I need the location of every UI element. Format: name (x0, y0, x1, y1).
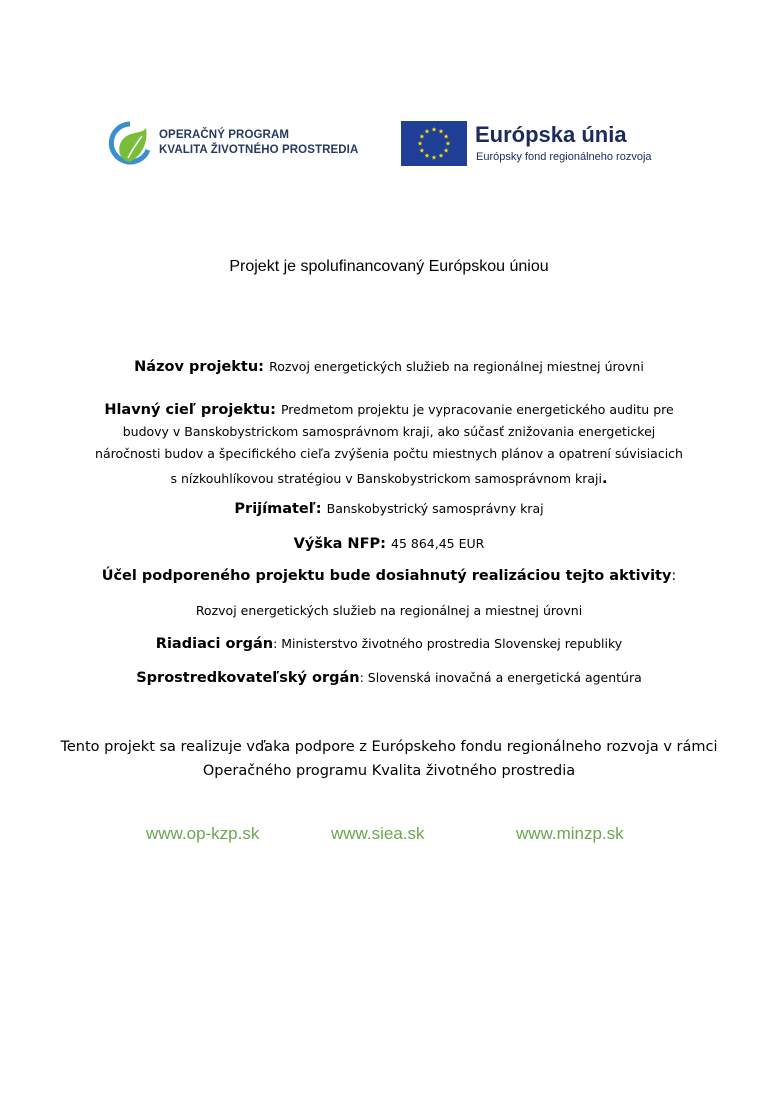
project-goal-line2: budovy v Banskobystrickom samosprávnom kraji, ako súčasť znižovania energetickej (122, 424, 656, 439)
project-goal-line3: náročnosti budov a špecifického cieľa zvýšenia počtu miestnych plánov a opatrení súvisiacich (95, 446, 683, 461)
intermediary-row (60, 667, 718, 686)
amount-value: 45 864,45 EUR (391, 536, 485, 551)
purpose-value-row (60, 600, 718, 619)
amount-row (60, 533, 718, 552)
op-kzp-logo (108, 120, 378, 170)
footer-line1: Tento projekt sa realizuje vďaka podpore z Európskeho fondu regionálneho rozvoja v rámci (60, 739, 718, 755)
intermediary-label: Sprostredkovateľský orgán (136, 670, 360, 686)
eu-logo-subtitle: Európsky fond regionálneho rozvoja (476, 151, 652, 163)
page-heading: Projekt je spolufinancovaný Európskou úniou (229, 258, 549, 275)
project-name-row (60, 356, 718, 375)
recipient-label: Prijímateľ: (234, 501, 322, 517)
eu-logo (401, 121, 691, 167)
purpose-row (60, 565, 718, 584)
footer-statement (20, 735, 758, 783)
leaf-globe-icon (108, 120, 152, 166)
authority-label: Riadiaci orgán (155, 636, 274, 652)
link-minzp[interactable]: www.minzp.sk (516, 824, 624, 843)
project-name-label: Názov projektu: (134, 359, 264, 375)
purpose-colon: : (671, 568, 677, 584)
authority-value: : Ministerstvo životného prostredia Slovenskej republiky (273, 636, 623, 651)
authority-row (60, 633, 718, 652)
link-siea[interactable]: www.siea.sk (331, 824, 425, 843)
purpose-label: Účel podporeného projektu bude dosiahnutý realizáciou tejto aktivity (101, 568, 672, 584)
project-name-value: Rozvoj energetických služieb na regionálnej miestnej úrovni (269, 359, 644, 374)
eu-logo-title: Európska únia (475, 122, 627, 147)
intermediary-value: : Slovenská inovačná a energetická agentúra (359, 670, 642, 685)
recipient-row (60, 498, 718, 517)
project-goal-row (60, 398, 718, 490)
footer-line2: Operačného programu Kvalita životného prostredia (202, 763, 576, 779)
link-op-kzp[interactable]: www.op-kzp.sk (146, 824, 260, 843)
amount-label: Výška NFP: (293, 536, 386, 552)
op-logo-line1: OPERAČNÝ PROGRAM (159, 129, 290, 141)
project-goal-end: . (601, 471, 608, 487)
eu-flag-icon (401, 121, 467, 166)
project-goal-label: Hlavný cieľ projektu: (104, 402, 276, 418)
project-goal-line4: s nízkouhlíkovou stratégiou v Banskobystrickom samosprávnom kraji (170, 471, 602, 486)
purpose-value: Rozvoj energetických služieb na regionálnej a miestnej úrovni (195, 603, 583, 618)
project-goal-line1: Predmetom projektu je vypracovanie energetického auditu pre (280, 402, 674, 417)
recipient-value: Banskobystrický samosprávny kraj (326, 501, 544, 516)
op-logo-line2: KVALITA ŽIVOTNÉHO PROSTREDIA (159, 144, 359, 156)
